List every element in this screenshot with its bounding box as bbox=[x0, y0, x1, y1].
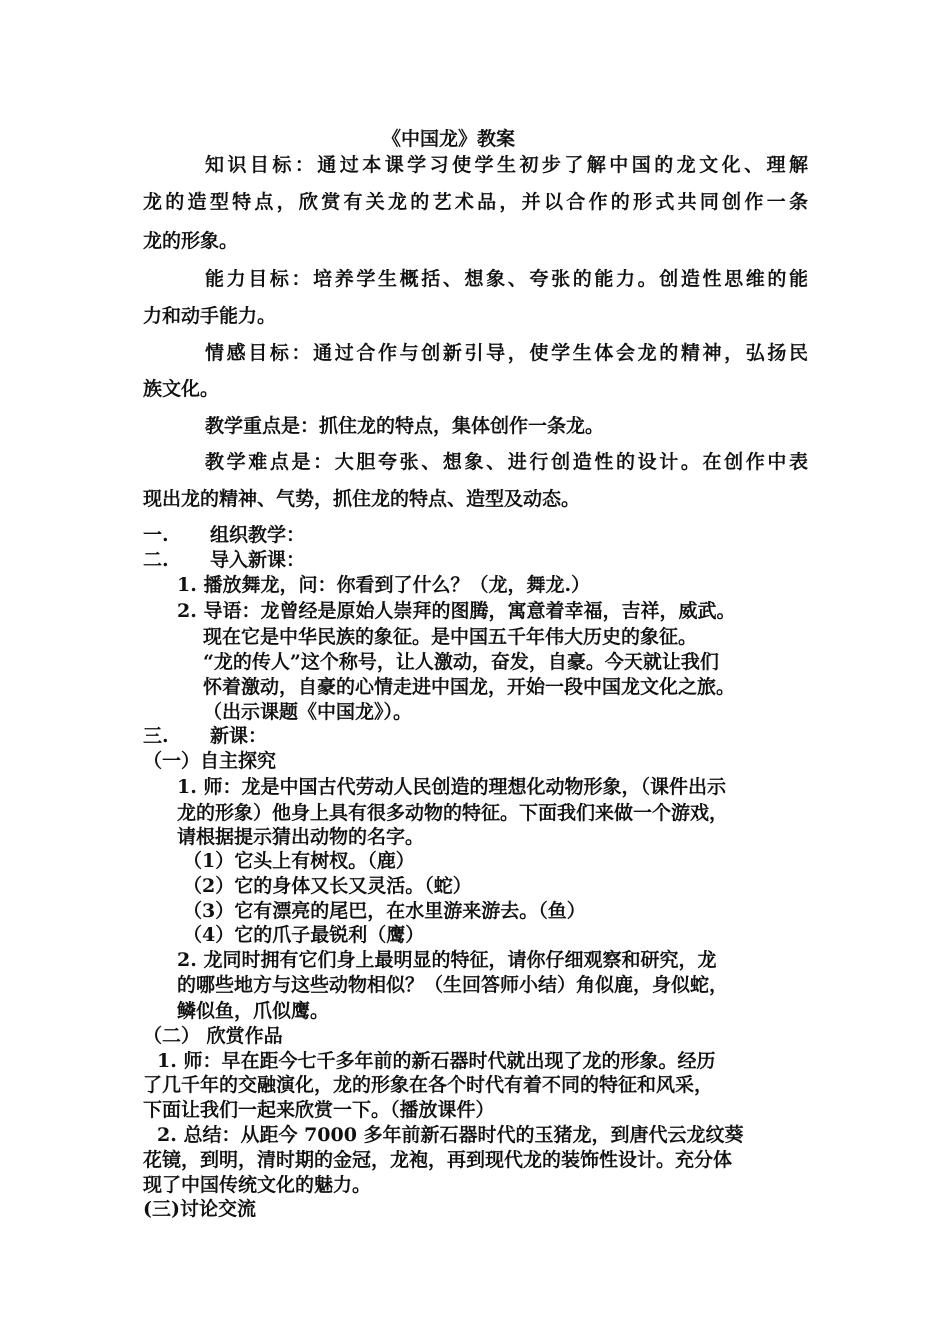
clue-item: （3）它有漂亮的尾巴，在水里游来游去。（鱼） bbox=[183, 900, 586, 922]
section-number: 一. bbox=[143, 524, 169, 546]
knowledge-objective-line: 龙的形象。 bbox=[143, 230, 239, 252]
subsection-heading: （一）自主探究 bbox=[143, 750, 277, 772]
clue-item: （2）它的身体又长又灵活。（蛇） bbox=[183, 875, 472, 897]
teaching-difficulty-line: 现出龙的精神、气势，抓住龙的特点、造型及动态。 bbox=[143, 488, 581, 510]
document-title: 《中国龙》教案 bbox=[382, 128, 516, 150]
ability-objective-line: 力和动手能力。 bbox=[143, 305, 277, 327]
knowledge-objective-line: 知识目标：通过本课学习使学生初步了解中国的龙文化、理解 bbox=[205, 154, 808, 176]
list-item: 2. 总结：从距今 7000 多年前新石器时代的玉猪龙，到唐代云龙纹葵 bbox=[157, 1124, 744, 1146]
clue-item: （4）它的爪子最锐利（鹰） bbox=[183, 924, 425, 946]
list-item-continued: （出示课题《中国龙》）。 bbox=[203, 701, 413, 723]
list-item: 2. 导语：龙曾经是原始人崇拜的图腾，寓意着幸福，吉祥，威武。 bbox=[177, 600, 736, 622]
knowledge-objective-line: 龙的造型特点，欣赏有关龙的艺术品，并以合作的形式共同创作一条 bbox=[143, 191, 808, 213]
list-item: 2. 龙同时拥有它们身上最明显的特征，请你仔细观察和研究，龙 bbox=[177, 949, 717, 971]
list-item-continued: 鳞似鱼，爪似鹰。 bbox=[177, 1000, 330, 1022]
list-item-continued: 请根据提示猜出动物的名字。 bbox=[177, 826, 425, 848]
section-title: 导入新课： bbox=[210, 549, 306, 571]
section-title: 组织教学： bbox=[210, 524, 306, 546]
list-item-continued: 现在它是中华民族的象征。是中国五千年伟大历史的象征。 bbox=[203, 626, 698, 648]
list-item: 1. 师：早在距今七千多年前的新石器时代就出现了龙的形象。经历 bbox=[157, 1050, 716, 1072]
list-item-continued: 花镜，到明，清时期的金冠，龙袍，再到现代龙的装饰性设计。充分体 bbox=[143, 1149, 733, 1171]
teaching-key-point: 教学重点是：抓住龙的特点，集体创作一条龙。 bbox=[205, 415, 605, 437]
list-item-continued: 现了中国传统文化的魅力。 bbox=[143, 1174, 372, 1196]
list-item-continued: 的哪些地方与这些动物相似？（生回答师小结）角似鹿，身似蛇， bbox=[177, 974, 729, 996]
subsection-heading: （二） 欣赏作品 bbox=[143, 1025, 283, 1047]
emotion-objective-line: 族文化。 bbox=[143, 378, 220, 400]
list-item: 1. 播放舞龙，问：你看到了什么？（龙，舞龙.） bbox=[177, 574, 591, 596]
list-item-continued: 怀着激动，自豪的心情走进中国龙，开始一段中国龙文化之旅。 bbox=[203, 676, 736, 698]
clue-item: （1）它头上有树杈。（鹿） bbox=[183, 850, 415, 872]
list-item-continued: “龙的传人”这个称号，让人激动，奋发，自豪。今天就让我们 bbox=[203, 651, 719, 673]
list-item-continued: 龙的形象）他身上具有很多动物的特征。下面我们来做一个游戏， bbox=[177, 802, 729, 824]
section-number: 二. bbox=[143, 549, 169, 571]
subsection-heading: (三)讨论交流 bbox=[143, 1198, 256, 1220]
list-item-continued: 了几千年的交融演化，龙的形象在各个时代有着不同的特征和风采， bbox=[143, 1074, 714, 1096]
teaching-difficulty-line: 教学难点是：大胆夸张、想象、进行创造性的设计。在创作中表 bbox=[205, 451, 808, 473]
ability-objective-line: 能力目标：培养学生概括、想象、夸张的能力。创造性思维的能 bbox=[205, 268, 808, 290]
list-item: 1. 师：龙是中国古代劳动人民创造的理想化动物形象，（课件出示 bbox=[177, 776, 726, 798]
emotion-objective-line: 情感目标：通过合作与创新引导，使学生体会龙的精神，弘扬民 bbox=[205, 342, 808, 364]
list-item-continued: 下面让我们一起来欣赏一下。（播放课件） bbox=[143, 1099, 495, 1121]
section-title: 新课： bbox=[210, 725, 268, 747]
section-number: 三. bbox=[143, 725, 169, 747]
